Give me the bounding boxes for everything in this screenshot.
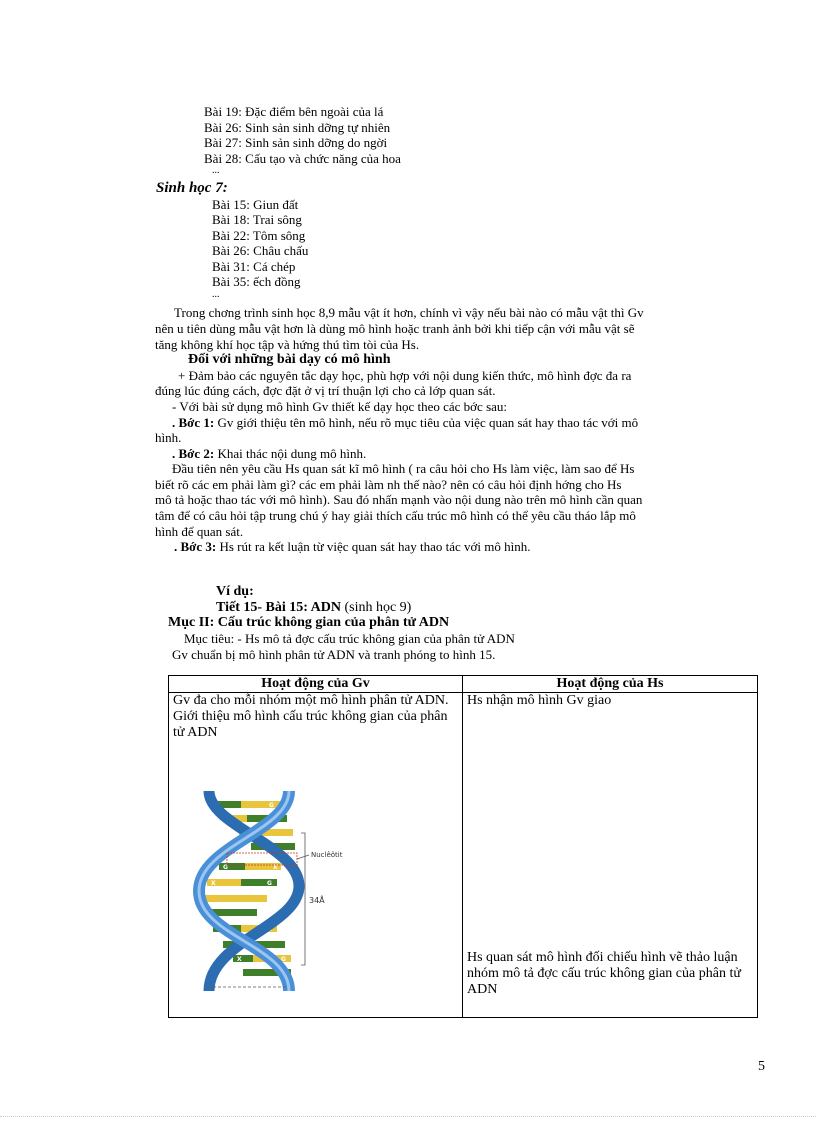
lesson-title (216, 600, 411, 616)
goal-text: Mục tiêu: - Hs mô tả đợc cấu trúc không gian của phân tử ADN (184, 631, 515, 646)
steps-intro: - Với bài sử dụng mô hình Gv thiết kế dạy học theo các bớc sau: (172, 399, 508, 414)
step-2 (172, 446, 366, 462)
paragraph-line: biết rõ các em phải làm gì? các em phải làm nh thế nào? nên có câu hỏi định hớng cho Hs (155, 477, 622, 492)
lesson-title-paren: (sinh học 9) (344, 600, 412, 615)
hs-activity-cell (463, 693, 758, 1018)
lesson-item: Bài 15: Giun đất (212, 197, 299, 212)
ellipsis: ... (212, 165, 220, 176)
table-header-hs: Hoạt động của Hs (463, 676, 758, 693)
hs-activity-text-1: Hs nhận mô hình Gv giao (467, 693, 612, 708)
svg-text:G: G (267, 880, 272, 887)
svg-text:G: G (223, 864, 228, 871)
page-number: 5 (758, 1059, 765, 1074)
lesson-item: Bài 35: ếch đồng (212, 274, 301, 289)
step-3 (174, 539, 531, 555)
example-label: Ví dụ: (216, 584, 254, 599)
paragraph-line: mô tả hoặc thao tác với mô hình). Sau đó nhấn mạnh vào nội dung nào trên mô hình cần quan (155, 492, 643, 507)
svg-text:G: G (281, 956, 286, 963)
paragraph-line: Đầu tiên nên yêu cầu Hs quan sát kĩ mô hình ( ra câu hỏi cho Hs làm việc, làm sao để Hs (172, 461, 635, 476)
section-heading-bio7: Sinh học 7: (156, 180, 228, 196)
step-text: Khai thác nội dung mô hình. (217, 446, 367, 461)
paragraph-line: + Đảm bảo các nguyên tắc dạy học, phù hợp với nội dung kiến thức, mô hình đợc đa ra (178, 368, 632, 383)
paragraph-line: đúng lúc đúng cách, đợc đặt ở vị trí thuận lợi cho cả lớp quan sát. (155, 383, 496, 398)
paragraph-line: hình. (155, 430, 182, 445)
step-1 (172, 415, 638, 431)
svg-text:X: X (211, 880, 216, 887)
svg-text:X: X (215, 802, 220, 809)
lesson-item: Bài 26: Châu chấu (212, 243, 309, 258)
label-pitch: 34Å (309, 896, 325, 905)
paragraph-line: tăng không khí học tập và hứng thú tìm tòi của Hs. (155, 337, 420, 352)
step-label: . Bớc 3: (174, 539, 217, 554)
gv-activity-cell (169, 693, 463, 1018)
step-label: . Bớc 2: (172, 446, 215, 461)
svg-text:A: A (231, 816, 236, 823)
lesson-item: Bài 19: Đặc điểm bên ngoài của lá (204, 104, 384, 119)
svg-text:X: X (237, 956, 242, 963)
prep-text: Gv chuẩn bị mô hình phân tử ADN và tranh phóng to hình 15. (172, 647, 496, 662)
svg-text:T: T (277, 816, 282, 823)
activity-table (168, 675, 758, 1018)
page-bottom-rule (0, 1116, 816, 1117)
dna-double-helix-figure (189, 791, 349, 991)
paragraph-line: hình để quan sát. (155, 524, 244, 539)
step-text: Hs rút ra kết luận từ việc quan sát hay thao tác với mô hình. (219, 539, 531, 554)
lesson-item: Bài 27: Sinh sản sinh dỡng do ngời (204, 135, 388, 150)
paragraph-line: Trong chơng trình sinh học 8,9 mẫu vật ít hơn, chính vì vậy nếu bài nào có mẫu vật thì Gv (174, 305, 644, 320)
svg-text:X: X (273, 864, 278, 871)
ellipsis: ... (212, 289, 220, 300)
lesson-item: Bài 22: Tôm sông (212, 228, 306, 243)
table-header-gv: Hoạt động của Gv (169, 676, 463, 693)
paragraph-line: nên u tiên dùng mẫu vật hơn là dùng mô hình hoặc tranh ảnh bởi khi tiếp cận với mẫu vật sẽ (155, 321, 635, 336)
section-title: Mục II: Cấu trúc không gian của phân tử ADN (168, 615, 450, 630)
lesson-title-main: Tiết 15- Bài 15: ADN (216, 600, 341, 615)
step-label: . Bớc 1: (172, 415, 215, 430)
svg-text:A: A (267, 926, 272, 933)
label-nucleotit: Nuclêôtit (311, 851, 343, 859)
lesson-item: Bài 26: Sinh sản sinh dỡng tự nhiên (204, 120, 391, 135)
gv-activity-text: Gv đa cho mỗi nhóm một mô hình phân tử ADN. Giới thiệu mô hình cấu trúc không gian của phân tử ADN (173, 693, 449, 740)
paragraph-line: tâm để có câu hỏi tập trung chú ý hay giải thích cấu trúc mô hình có thể yêu cầu tháo lắp mô (155, 508, 636, 523)
svg-text:T: T (217, 926, 222, 933)
step-text: Gv giới thiệu tên mô hình, nếu rõ mục tiêu của việc quan sát hay thao tác với mô (217, 415, 639, 430)
lesson-item: Bài 31: Cá chép (212, 259, 296, 274)
hs-activity-text-2: Hs quan sát mô hình đối chiếu hình vẽ thảo luận nhóm mô tả đợc cấu trúc không gian của phân tử ADN (467, 950, 741, 997)
model-heading: Đối với những bài dạy có mô hình (188, 352, 391, 367)
svg-text:G: G (269, 802, 274, 809)
lesson-item: Bài 18: Trai sông (212, 212, 302, 227)
lesson-item: Bài 28: Cấu tạo và chức năng của hoa (204, 151, 401, 166)
